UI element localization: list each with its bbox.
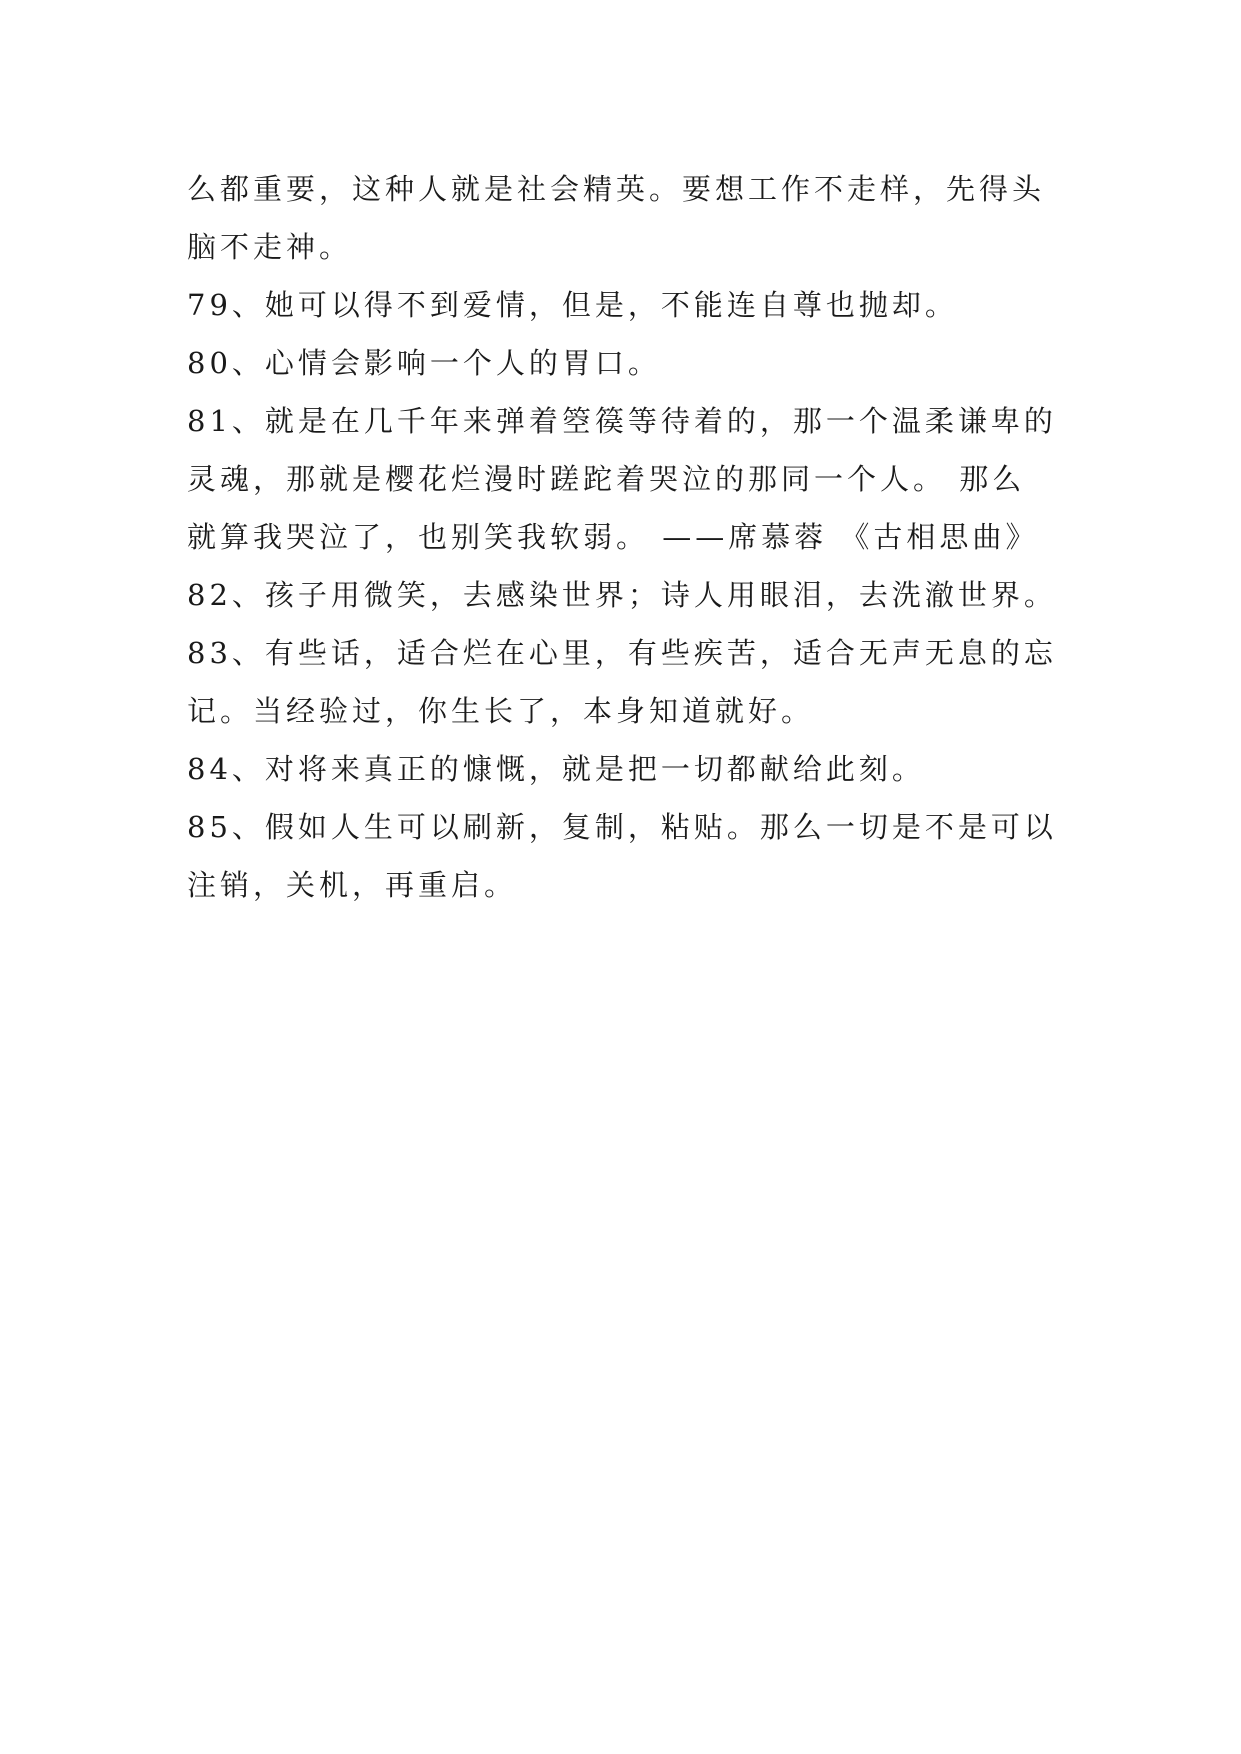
document-body [187,160,1067,914]
text-line: 脑不走神。 [187,230,353,264]
text-line: 灵魂，那就是樱花烂漫时蹉跎着哭泣的那同一个人。 那么 [187,462,1026,496]
text-line: 么都重要，这种人就是社会精英。要想工作不走样，先得头 [187,172,1046,206]
text-line: 84、对将来真正的慷慨，就是把一切都献给此刻。 [187,752,925,786]
text-line: 80、心情会影响一个人的胃口。 [187,346,661,380]
text-line: 记。当经验过，你生长了，本身知道就好。 [187,694,815,728]
text-line: 83、有些话，适合烂在心里，有些疾苦，适合无声无息的忘 [187,636,1057,670]
text-line: 注销，关机，再重启。 [187,868,518,902]
text-line: 79、她可以得不到爱情，但是，不能连自尊也抛却。 [187,288,958,322]
text-line: 81、就是在几千年来弹着箜篌等待着的，那一个温柔谦卑的 [187,404,1057,438]
text-line: 85、假如人生可以刷新，复制，粘贴。那么一切是不是可以 [187,810,1057,844]
text-line: 就算我哭泣了，也别笑我软弱。 ——席慕蓉 《古相思曲》 [187,520,1039,554]
text-line: 82、孩子用微笑，去感染世界；诗人用眼泪，去洗澈世界。 [187,578,1057,612]
